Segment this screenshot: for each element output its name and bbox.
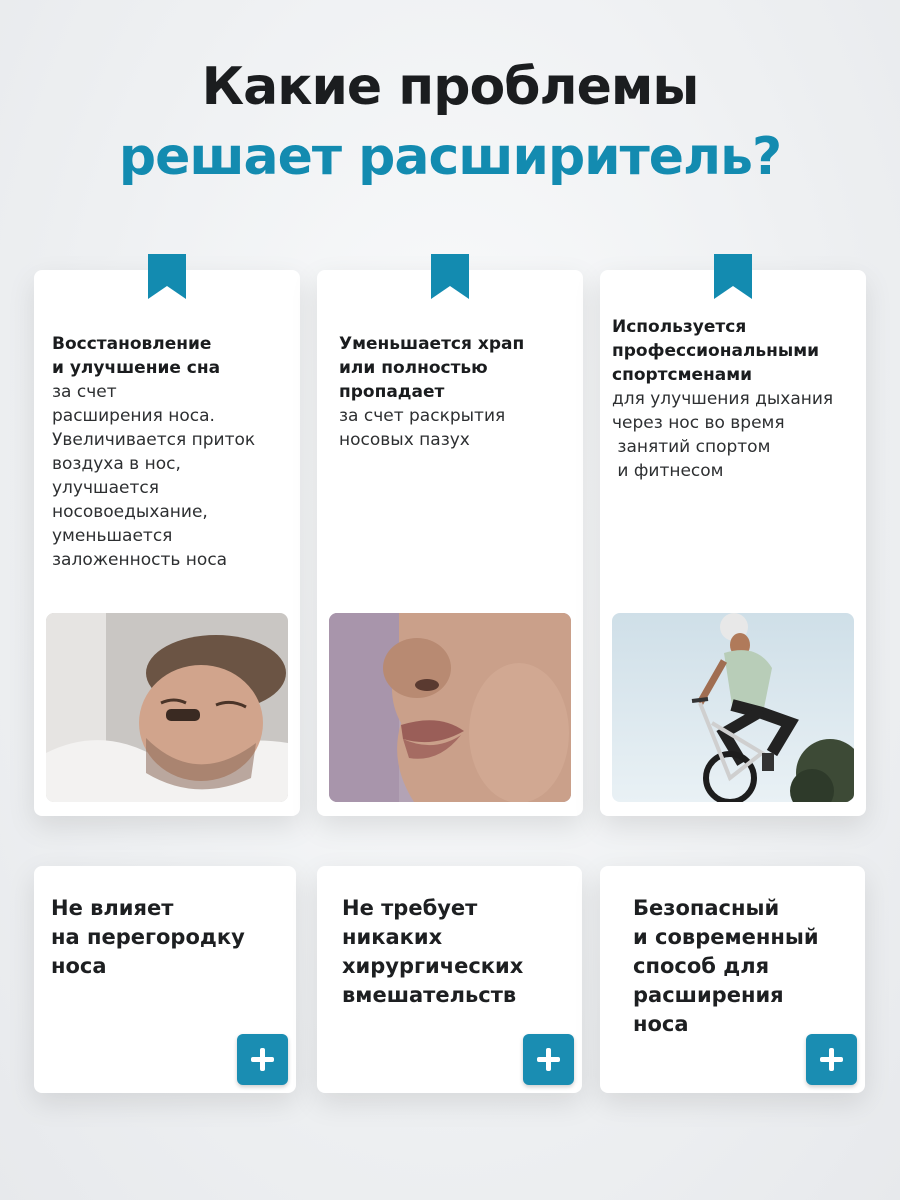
feature-card-no-surgery bbox=[317, 866, 582, 1093]
plus-icon[interactable] bbox=[806, 1034, 857, 1085]
feature-line: способ для bbox=[633, 954, 770, 978]
feature-line: носа bbox=[633, 1012, 689, 1036]
card-line: Увеличивается приток bbox=[52, 430, 256, 450]
page-title bbox=[0, 52, 900, 192]
card-line: заложенность носа bbox=[52, 550, 228, 570]
card-line: занятий спортом bbox=[612, 437, 771, 457]
feature-line: хирургических bbox=[342, 954, 524, 978]
card-text bbox=[52, 332, 288, 572]
card-bold-line: Восстановление bbox=[52, 334, 212, 354]
feature-card-septum bbox=[34, 866, 296, 1093]
card-bold-line: профессиональными bbox=[612, 341, 820, 361]
card-bold-line: пропадает bbox=[339, 382, 445, 402]
feature-line: Безопасный bbox=[633, 896, 780, 920]
benefit-card-sport bbox=[600, 270, 866, 816]
feature-line: на перегородку bbox=[51, 925, 245, 949]
bookmark-icon bbox=[431, 254, 469, 299]
feature-line: Не требует bbox=[342, 896, 478, 920]
feature-line: и современный bbox=[633, 925, 819, 949]
card-bold-line: спортсменами bbox=[612, 365, 753, 385]
feature-text bbox=[633, 894, 855, 1039]
card-line: и фитнесом bbox=[612, 461, 724, 481]
card-bold-line: Уменьшается храп bbox=[339, 334, 525, 354]
card-line: расширения носа. bbox=[52, 406, 215, 426]
feature-text bbox=[51, 894, 286, 981]
bookmark-icon bbox=[148, 254, 186, 299]
benefit-card-snoring bbox=[317, 270, 583, 816]
sleeping-man-photo bbox=[46, 613, 288, 802]
card-line: для улучшения дыхания bbox=[612, 389, 834, 409]
card-text bbox=[612, 315, 854, 483]
bookmark-icon bbox=[714, 254, 752, 299]
feature-card-safe bbox=[600, 866, 865, 1093]
title-line-1: Какие проблемы bbox=[201, 57, 699, 117]
card-line: носовоедыхание, bbox=[52, 502, 208, 522]
benefit-card-sleep bbox=[34, 270, 300, 816]
plus-icon[interactable] bbox=[523, 1034, 574, 1085]
bmx-rider-photo bbox=[612, 613, 854, 802]
title-line-2: решает расширитель? bbox=[118, 127, 782, 187]
card-line: через нос во время bbox=[612, 413, 785, 433]
plus-icon[interactable] bbox=[237, 1034, 288, 1085]
feature-line: никаких bbox=[342, 925, 443, 949]
feature-line: носа bbox=[51, 954, 107, 978]
card-bold-line: Используется bbox=[612, 317, 747, 337]
feature-line: вмешательств bbox=[342, 983, 517, 1007]
card-line: за счет bbox=[52, 382, 117, 402]
nose-closeup-photo bbox=[329, 613, 571, 802]
card-bold-line: или полностью bbox=[339, 358, 488, 378]
card-line: воздуха в нос, bbox=[52, 454, 181, 474]
card-bold-line: и улучшение сна bbox=[52, 358, 221, 378]
card-line: за счет раскрытия bbox=[339, 406, 506, 426]
card-line: носовых пазух bbox=[339, 430, 470, 450]
card-line: улучшается bbox=[52, 478, 159, 498]
card-line: уменьшается bbox=[52, 526, 173, 546]
feature-line: Не влияет bbox=[51, 896, 174, 920]
feature-line: расширения bbox=[633, 983, 784, 1007]
card-text bbox=[339, 332, 571, 452]
feature-text bbox=[342, 894, 572, 1010]
